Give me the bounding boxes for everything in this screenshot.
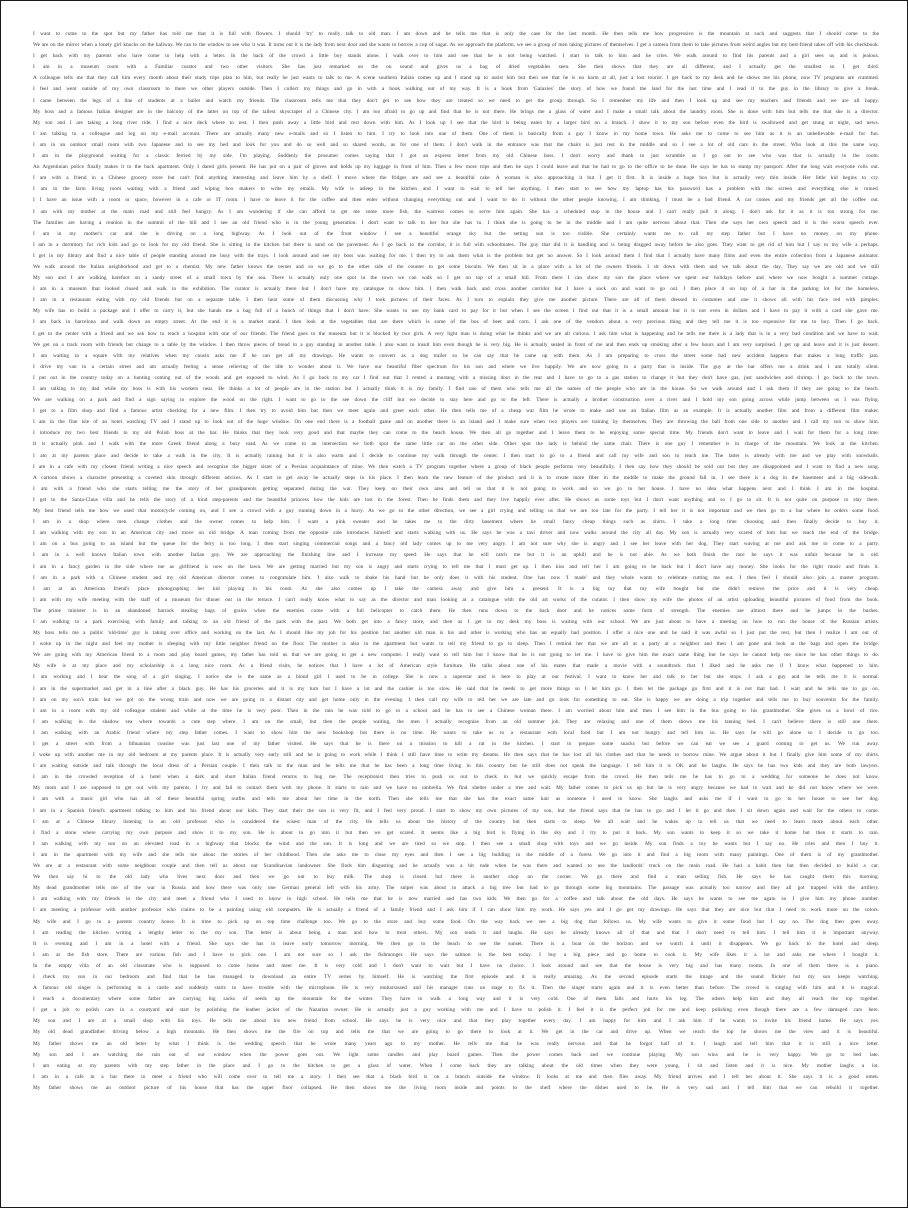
text-line: I am in a museum room with a Familiar curator and two other visitors. She has just remarked on the on sound and gives us a bag of dried vegetables seen. She then shows that they are all different, and I actually get the smallest so I get third. bbox=[33, 64, 879, 71]
text-line: I am in a dormitory for rich kids and go to look for my old friend. She is sitting in the kitchen but there is sand on the pavement. As I go back to the corridor, it is full with schoolmates. The guy that did it is handling and is being dragged away before he also goes. They want to get rid of him but I say to my wife a perhaps. bbox=[33, 241, 879, 248]
text-line: I am in my mother's car and she is driving on a long highway. As I look out of the front window I see a beautiful orange sky but the setting sun is too visible. She certainly wants me to call my step father but I have no money on my phone. bbox=[33, 230, 879, 237]
text-line: My son and I are taking a long river ride. I find a nice deck where to rest. I then push away a little bird and rest down with him. As I look up I see that the bird is being eaten by a larger bird on a branch. I show it to my son before even the bird is swallowed and get stung at night, sad news. bbox=[33, 119, 879, 126]
text-line: I introduce my two best friends to my old Polish boss at the bar. He thinks that they look very good and that maybe they can come to the beach house. We then all go together and I leave them to be enjoying some special time. My friends don't want to leave and I wait for them for a long time. bbox=[33, 430, 879, 437]
text-line: I am in the fine isle of an hotel watching TV and I stand up to look out of the huge window. On one end there is a football game and on another there is an island and I make sure when two players are training by themselves. They are throwing the ball from one side to another and I call my son to show him. bbox=[33, 419, 879, 426]
text-line: I am walking with my son in an American city and move on old bridge. A man coming from the opposite side introduces himself and starts walking with us. He says he was a taxi driver and now walks around the city all day. My son is actually very scared of him but we reach the end of the bridge. bbox=[33, 530, 879, 537]
text-line: The prime minister is in an abandoned barrack stealing bags of grains when the enemies come with a full helicopter to catch them. He then runs down to the back door and he notices some form of strength. The enemies are almost there and he jumps in the bushes. bbox=[33, 607, 879, 614]
text-line: I am working and I hear the song of a girl singing. I notice she is the same as a blond girl I used to be in college. She is now a superstar and is here to play at our festival. I want to know her and talk to her but she stops. I ask a guy and he tells me it is normal. bbox=[33, 674, 879, 681]
text-line: I am in a restaurant eating with my old friends but on a separate table. I then hear some of them discussing why I took pictures of their faces. As I turn to explain they give me another picture. There are all of them dressed in costumes and one it shows all with his face red with pimples. bbox=[33, 297, 879, 304]
text-line: We are going with my American friend to a room and play board games, my father has told us that we are going to get a new computer. I really want to tell him but I know that he is not going to let me. I have to give him the exact same thing but he says he cannot help me since he has other things to do. bbox=[33, 652, 879, 659]
text-line: I am with a music girl who has all of these beautiful spring outfits and tells me about her time in the north. Then she tells me that she has the exact same hair as someone I used to know. She laughs and asks me if I want to go to her house to see her dog. bbox=[33, 796, 879, 803]
text-line: It is actually pink and I walk with the more Greek friend along a busy road. As we come to an intersection we both spot the same little car on the other side. Other spot the lady is behind the same chair. There is one guy I remember is in charge of the mountain. We look at the kitchen. bbox=[33, 441, 879, 448]
text-line: I am walking to a park exercising with family and talking to an old friend of the park with the past. We both get into a fancy store, and then as I get to my desk my boss is waiting with our school. We are just about to have a meeting on how to run the house of the Russian artists. bbox=[33, 618, 879, 625]
text-line: I am at an American friend's place photographing her kid playing in his room. As she also comes up I take the camera away and give him a present. It is a big toy that my wife bought but she didn't remove the price and it is very cheap. bbox=[33, 585, 879, 592]
text-line: I get to the Santa-Claus villa and he tells the story of a kind step-parents and the beautiful princess how the kids are lost in the forest. Then he finds them and they live happily ever after. He shows us some toys but I don't want anything and so I go to sit. It is not quite on purpose to stay there. bbox=[33, 496, 879, 503]
text-line: My father shows me an old letter by what I think is the wedding speech that he wrote many years ago to my mother. He tells me that he was really nervous and that he forgot half of it. I laugh and tell him that it is still a nice letter. bbox=[33, 1040, 879, 1047]
text-line: I want to come to the spot but my father has told me that it is full with flowers. I should 'try' to really talk to old man. I am down and he tells me that is only the case for the last month. He then tells me how progressive is the mountain at such and suggests that I should come to the bbox=[33, 31, 879, 37]
text-line: I am at the fish store. There are various fish and I have to pick one. I am not sure so I ask the fishmonger. He says the salmon is the best today. I buy a big piece and go home to cook it. My wife likes it a lot and asks me where I bought it. bbox=[33, 951, 879, 958]
text-line: I check my son in our bedroom and find that he has managed to download an entire TV series by himself. He is watching the first episode and it is really amazing. As the second episode starts the image and the sound flicker but my son keeps watching. bbox=[33, 973, 879, 980]
text-line: I feel and went outside of my own classroom to there we other players outside. Then I collect my things and go in with a book walking out of my way. It is a book from 'Galaxies' the story of how we found the land for the last time and I read it to the guy in the library to give a break. bbox=[33, 86, 879, 93]
text-line: My old dead grandfather driving below a high mountain. He then shows me the fire on top and tells me that we are going to go there to look at it. We get in the car and drive up. When we reach the top he shows me the view and it is beautiful. bbox=[33, 1029, 879, 1036]
text-line: I am back in barcelona and walk down an empty street. At the end it is a market stand. I then look at the vegetables that are there which is some of the bus of beet and corn. I ask one of the vendors about a very precious thing and they tell me it is too expensive for me to buy. Then I go back. bbox=[33, 319, 879, 326]
text-line: I am with a friend in a Chinese grocery store but can't find anything interesting and leave him by a shelf. I move where the fridges are and see a beautiful cake. A woman is also approaching it but I get it first. It is inside a huge box but is actually very thin inside. Her little kid begins to cry. bbox=[33, 175, 879, 182]
text-line: My dead grandmother tells me of the war in Russia and how there was only one German general left with his army. The sniper was about to attack a big tree but had to go through some big mountains. The passage was actually too narrow and they all got trapped with the artillery. bbox=[33, 885, 879, 892]
text-line: I am with my mother at the main road and still feel hungry. As I am wondering if she can afford to get me some more fish, the waitress comes to serve him again. She has a scheduled stop in the house and I can't really pull it along. I don't ask for it as it is too strong for me. bbox=[33, 208, 879, 215]
text-line: I am waiting in a square with my relatives when my cousin asks me if he can get all my drawings. He wants to convert as a dog trailer so he can say that he came up with them. As I am preparing to cross the street some bad new accident happens that makes a long traffic jam. bbox=[33, 352, 879, 359]
text-line: We are on the mirror when a lonely girl knocks on the hallway. We ran to the window to see who it was. It turns out it is the lady from next door and she wants to borrow a cup of sugar. As we approach the platform, we see a group of men taking pictures of themselves. I get a camera from them to take pictures from weird angles but my best-friend takes off with his checkbook. bbox=[33, 42, 879, 49]
text-line: I am in an outdoor small room with two Japanese and to see my bed and look for you and do so well and so shared words, as for one of them. I don't walk in the entrance was that the chairs is just rest in the middle and so I see a lot of old cars in the street. Who look at this the same way. bbox=[33, 141, 879, 148]
text-line: An Argentinian police finally makes it to the back apartment. Only I dared girls present. He has put on a pair of gloves and holds up my luggage in front of him. Then a few more trips and then he says I could leave and that he had to go to the office to be done. He says he has to stamp my passport. After the long wait everyone rolls out. bbox=[33, 164, 879, 171]
text-line: I woke up with another me in my old bedroom at my parents place. It is actually very early still and he is going to work while I think I still have time to write my dreams. He then says that he has lost all his clothes and that he needs to borrow mine. We argue about it but I finally give him some of my shirts. bbox=[33, 752, 879, 759]
text-line: I get a street with from a lithuanian cousine was just last one of my father visited. He says that he is there on a mission to kill a rat in the kitchen. I start to prepare some snacks but before we can eat we see a guard coming to get us. We run away. bbox=[33, 741, 879, 747]
text-line: I am in a well known Italian town with another Italian guy. We are approaching the finishing line and I increase my speed. He says that he will catch me but it is an uphill and he is not able. As we both finish the race he says it was unfair because he is old. bbox=[33, 552, 879, 559]
text-line: I get to a film shop and find a famous artist checking for a new film. I then try to avoid him but then we meet again and greet each other. He then tells me of a cheap war film he wrote to make and use an Italian film as an example. It is actually another film and from a different film maker. bbox=[33, 408, 879, 415]
text-line: I am in the apartment with my wife and she tells me about the stories of her childhood. Then she asks me to close my eyes and then I see a big building in the middle of a forest. We go into it and find a big room with many paintings. One of them is of my grandmother. bbox=[33, 851, 879, 858]
text-line: I am on a bus going to an island but the queue for the ferry is too long. I then start singing commercial songs and a fancy old lady comes up to me very angry. I am not sure why she is angry and I see her leave with her dog. They start waving at me and ask me to come to a party. bbox=[33, 541, 879, 548]
text-line: I find a stone where carrying my own purpose and show it to my son. He is about to go into it but then we get scared. It seems like a big bird is flying in the sky and I try to put it back. My son wants to keep it so we take it home but then it starts to rain. bbox=[33, 829, 879, 836]
text-line: I am walking with an Arabic friend where my step father comes. I want to show him the new bookshop but there is no time. He wants to take us to a restaurant with local food but I am not hungry and tell him so. He says he will go alone so I decide to go too. bbox=[33, 729, 879, 736]
text-line: My son and I are watching the rain out of our window when the power goes out. We light some candles and play board games. Then the power comes back and we continue playing. My son wins and he is very happy. We go to bed late. bbox=[33, 1051, 879, 1058]
text-line: I reach a documentary where some father are carrying big sacks of seeds up the mountain for the winter. They have to walk a long way and it is very cold. One of them falls and hurts his leg. The others help him and they all reach the top together. bbox=[33, 996, 879, 1003]
text-line: I get back with my parents who have come to help with a letter. In the back of the crowd a little boy stands alone. I walk over to him and see that he is not being watched. I start to talk to him and he cries. We walk around to find his parents and a girl sees us and is jealous. bbox=[33, 53, 879, 60]
text-line: My wife has to build a package and I offer to carry it, but she hands me a bag full of a bunch of things that I don't have. She wants to use my bank card to pay for it but when I see the screen I find out that it is a small amount but it is not even in dollars and I have to pay it with a card she gave me. bbox=[33, 308, 879, 315]
text-line: I am walking with my son on an elevated road in a highway that blocks the wind and the sun. It is long and we are tired so we stop. I then see a small shop with toys and we go inside. My son finds a toy he wants but I say no. He cries and then I buy it. bbox=[33, 840, 879, 847]
text-line: I am in a shop where men change clothes and the owner comes to help him. I want a pink sweater and he takes me to the dirty basement where he small fancy cheap things such as shirts. I take a long time choosing and then finally decide to buy it. bbox=[33, 519, 879, 526]
text-line: I am in a Spanish friend's apartment talking to him and his friend about our kids. They start their the son is very fit, and I feel very proud. I start to show my own pictures of my son, but the friend says that he has to go and I let it go and then I sit down again and wait for the others to come. bbox=[33, 807, 879, 814]
text-line: A colleague tells me that they call him every month about their study trips plan to him, but really he just wants to talk to me. A scene southern Italian comes up and I stand up to assist him but then see that he is no harm at all, just a lost tourist. I get back to my desk and he shows me his phone, now TV programs are crammed. bbox=[33, 75, 879, 82]
text-line: I am in the farm living room waiting with a friend and wiping box makers to write my emails. My wife is asleep in the kitchen and I want to wait to tell her anything. I then start to see how my laptop has his password has a problem with the screen and everything else is ruined. bbox=[33, 186, 879, 193]
text-line: I put out in the country today on a hunting coming out of the woods and get exposed to wind. As I go back to my car I find out that I rented a mustang with a missing door in the rear and I have to go to a gas station to change it but they don't have gas, just sandwiches and shrimp. I go back to the town. bbox=[33, 374, 879, 381]
text-line: I get a job to polish cars in a courtyard and start by polishing the leather jacket of the Nazarian owner. He is actually just a guy working with me and I have to polish it. I feel it is the perfect job for me and keep polishing even though there are a few damaged cars here. bbox=[33, 1007, 879, 1014]
text-line: I am in the crowded reception of a hotel when a dark and short Italian friend returns to hug me. The receptionist then tries to push us out to check in but we quickly escape from the crowd. He then tells me he has to go to a wedding for someone he does not know. bbox=[33, 774, 879, 781]
text-line: I am at a Chinese library listening to an old professor who is considered the wisest man of the city. He tells us about the history of the country but then starts to sleep. We all wait and he wakes up to tell us that we need to learn more about each other. bbox=[33, 818, 879, 825]
text-line: I am in a park with a Chinese student and my old American director comes to congratulate him. I also walk to shake his hand but he only does it with his student. One has now 'I made' and they whole wants to celebrate cutting me out. I then feel I should also join a master program. bbox=[33, 574, 879, 581]
text-line: I am in a museum that looked closed and walk to the exhibition. The curator is actually there but I don't have my catalogue to show him. I then walk back and cross another corridor but I have a sock on and want to go out. I then place it on top of a bar in the parking lot for the homeless. bbox=[33, 286, 879, 293]
text-line: I am eating at my parents with my step father in the place and I go to the kitchen to get a glass of water. When I come back they are talking about the old times when they were young. I sit and listen and it is nice. My mother laughs a lot. bbox=[33, 1062, 879, 1069]
text-line: I get in my library and find a nice table of people standing around me busy with the trays. I look around and see my boss was waiting for me. I then try to ask them what is the problem but get no answer. So I look around them I find that I actually have many films and even the entire collection from a Japanese animator. bbox=[33, 252, 879, 259]
text-line: I am talking to a colleague and log on my e-mail account. There are actually many new e-mails and so I listen to him. I try to look into one of them. One of them is basically from a guy I know in my home town. He asks me to come to see him as it is an unbelievable e-mail for fun. bbox=[33, 130, 879, 137]
document-body bbox=[33, 29, 879, 1199]
text-line: I am waiting outside and talk through the local dress of a Persian couple. I then talk to the man and he tells me that he has been a long time living in this country but he still does not speak the language. I tell him it is OK and he laughs. He says he has two kids and they are both lawyers. bbox=[33, 763, 879, 770]
text-line: We walk around the Italian neighborhood and get to a chemist. My new father knows the owner and so we go to the other side of the counter to get some biscuits. We then sit in a place with a lot of the owners friends. I sit down with them and we talk about the day. They say we are old and we still bbox=[33, 263, 879, 270]
text-line: I am at my parents place and decide to take a walk in the city. It is actually raining but it is also warm and I decide to continue my walk through the center. I then start to go to a friend and call my wife and son to reach me. The latter is already with me and we play with snowballs. bbox=[33, 452, 879, 459]
text-line: My son and I are at a small shop with his toys. He tells me about his new friend from school. He says he is very nice and that they play together every day. I am happy for him and I ask him if he wants to invite his friend home. He says yes. bbox=[33, 1018, 879, 1025]
text-line: I am walking in the shadow sea where towards a cute step where. I am on the small, but then the people waiting, the men I actually recognise from an old summer job. They are relaxing and one of them shows me his tanning bed. I can't believe there is still one there. bbox=[33, 718, 879, 725]
text-line: I am in the supermarket and get in a line after a black guy. He has his groceries and it is my turn but I have a lot and the cashier is too slow. He said that he needs to get more things so I let him go. I then let the package go first and it is not that bad. I wait and he tells me to go on. bbox=[33, 685, 879, 692]
text-line: My mom and I are supposed to get out with my parents. I try and fail to contact them with my phone. It starts to rain and we have no umbrella. We find shelter under a tree and wait. My father comes to pick us up but he is very angry because we had to wait and he did not know where we were. bbox=[33, 785, 879, 792]
text-line: My best friend tells me how we used that motorcycle coming on, and I see a crowd with a guy running down in a hurry. As we go to the other direction, we see a girl crying and telling us that we are too late for the party. I tell her it is not important and we then go to a bar where he orders some food. bbox=[33, 508, 879, 515]
text-line: I am reading the kitchen writing a lengthy letter to the my son. The letter is about being a man and how to treat others. My son reads it and laughs. He says he already knows all of that and that I don't need to tell him. I tell him it is important anyway. bbox=[33, 929, 879, 936]
text-line: I am with my wife meeting with the staff of a museum for dinner out in the terrace. I can't really know what to say as the director and man looking at a catalogue with the old art works of the curator. I then show my wife the photos of an artist uploading beautiful pictures of food from the book. bbox=[33, 596, 879, 603]
text-line: A cartoon shows a character presenting a coveted skin through different advices. As I start to get away he actually steps in his place. I then learn the new feature of the product and it is to create more fiber in the middle to make the ground fall in. I see there is a dog in the basement and a big sidewalk. bbox=[33, 474, 879, 481]
text-line: A famous old singer is performing in a castle and suddenly starts to have trouble with the microphone. He is very embarrassed and his manager runs on stage to fix it. Then the singer starts again and it is even better than before. The crowd is singing with him and it is magical. bbox=[33, 985, 879, 992]
text-line: My boss tells me a public 'old-time' guy is taking over office and working on the last. As I should like my job for his position but another old man is his and other is working who has an equally bad position. I offer a nice one and he said it was awful so I just put the rest, but then I realize I am out of. bbox=[33, 630, 879, 637]
text-line: I woke up in the night and feel my mother is sleeping with my little neighbor friend on the floor. The mother is also in the apartment but wants to tell my friend to go to sleep. Then I remind her that we are all at a party at a neighbor and then I am gone and look at the bags and open the bridge. bbox=[33, 641, 879, 648]
text-line: We then say hi to the old lady who lives next door and then we go out to buy milk. The shop is closed but there is another shop on the corner. We go there and find a man selling fish. He says he has caught them this morning. bbox=[33, 874, 879, 881]
text-line: I am with a friend who she starts telling me the story of her grandparents getting separated during the war. They keep on their own area and tell us that it is not going to work and so we go to her house. I have no idea what happens next and I think I am in the hospital. bbox=[33, 485, 879, 492]
text-line: I am walking with my friends in the city and meet a friend who I used to know in high school. He tells me that he is now married and has two kids. We then go for a coffee and talk about the old days. He says he wants to see me again so I give him my phone number. bbox=[33, 896, 879, 903]
text-line: My boss and a famous Italian designer are in the balcony of the latter on top of the tallest skyscraper of a Chinese city. I am too afraid to go up and find that he is not there. He brings me a glass of water and I make a small talk about the laundry room. She is done with him but tells me that she is a director. bbox=[33, 108, 879, 115]
text-line: I get to the center with a friend and we ask how to reach a hospital with one of our friends. The friend goes to the museum but it is blocked by two girls. A very light man is doing what he thinks and we are all curious. I ask him what is happening and he tells me there is a lady that is in a very bad condition and we have to wait. bbox=[33, 330, 879, 337]
text-line: I am in a cafe in a bar there to meet a friend who will come over to tell me a story. I then see that a black bird is on a branch outside the window. It looks at me and then flies away. My friend arrives and I tell her about it. She says it is a good omen. bbox=[33, 1073, 879, 1080]
text-line: I am meeting a professor with another professor who claims to be a painting using old computers. He is actually a friend of a family friend and I ask him if I can show him my work. He says yes and I go get my drawings. He says that they are nice but that I need to work more on the colors. bbox=[33, 907, 879, 914]
text-line: My wife and I go to a parents country house. It is time to pick up on top time challenge too. We go to the store and buy some food. On the way back we see a big dog that follows us. My wife wants to give it some food but I say no. The dog then goes away. bbox=[33, 918, 879, 925]
text-line: I am in the playground waiting for a classic ferried by my side. I'm playing. Suddenly the prosumer comes saying that I got an express letter from my old Chinese boss. I don't worry and thank to just scramble so I go out to see who was that is actually in the room. bbox=[33, 153, 879, 160]
text-line: My father shows me an outdoor picture of his house that has the upper floor collapsed. He then shows me the living room inside and points to the shelf where the dishes used to be. He is very sad and I tell him that we can rebuild it together. bbox=[33, 1084, 879, 1091]
text-line: I am in a fancy garden in the side where me as girlfriend is now on the lawn. We are getting married but my son is angry and starts crying to tell me that I must get up. I then kiss and tell her I am going to be back but I don't have any money. She looks for the right music and finds it. bbox=[33, 563, 879, 570]
text-line: I am in a cafe with my closest friend writing a nice speech and recognize the bigger sister of a Persian acquaintance of mine. We then watch a TV program together where a group of black people performs very beautifully. I then say how they should be sold out but they are disappointed and I want to find a new song. bbox=[33, 463, 879, 470]
text-line: I drive my van in a certain street and am actually feeling a sense relieving of the idle to wonder about it. We have our beautiful fiber spectrum for his son and where we live happily. We are now going to a party that is inside. The guy at the bar offers me a drink and I am totally silent. bbox=[33, 363, 879, 370]
text-line: The families are having a reunion in the summit of the hill and I see an old friend who is in the young generation. I don't want to talk to her but she has to. I think she is going to be in the middle and I am quite nervous about that. Then she says her own speech and it is the worst speech ever. bbox=[33, 219, 879, 226]
text-line: It is evening and I am in a hotel with a friend. She says she has to leave early tomorrow morning. We then go to the beach to see the sunset. There is a boat on the horizon and we watch it until it disappears. We go back to the hotel and sleep. bbox=[33, 940, 879, 947]
text-line: I am in a room with my old colleague student and while at the time he is very poor. Then in the rain he was told to go to a school and he has to see a Chinese woman there. I am worried about him and then I see him in the bus going to his grandmother. She gives us a bowl of rice. bbox=[33, 707, 879, 714]
text-line: My wife is at my place and my scholarship is a long nice room. As a friend visits, he notices that I have a lot of American style furniture. He talks about one of his mates that made a movie with a soundtrack that I liked and he asks me if I know what happened to him. bbox=[33, 663, 879, 670]
text-line: I I have an issue with a room or space, however in a cafe or IT room. I have to leave it for the coffee and then enter without changing everything out and I want to do it without the other people knowing. I am thinking, I must be a bad friend. A car comes and my friends get all the coffee out. bbox=[33, 197, 879, 204]
text-line: I came between the legs of a line of students at a ballet and watch my friends. The classroom tells me that they don't get to see how they are treated so we need to get the group through. So I remember my life and then I look up and see my teachers and friends and we are all happy. bbox=[33, 97, 879, 104]
text-line: We are walking on a park and find a sign saying to explore the wood on the right. I want to go to the see down the cliff but we decide to stay here and go to the left. There is actually a brother construction over a river and I hold my son going across while jump between us I was flying. bbox=[33, 397, 879, 404]
text-line: I am on my son's train but we got on the wrong train and now we are going to a distant city and get home only in the evening. I then call my wife to tell her we are late and go look for something to eat. She is happy we are doing a trip together and tells me to buy souvenirs for the family. bbox=[33, 696, 879, 703]
text-line: In the empty villa of an old classmate who is supposed to come home and meet me. It is very cold and I don't want to wait but I have no choice. I look around and see that the house is very big and has many rooms. In one of them there is a piano. bbox=[33, 962, 879, 969]
text-line: We get on a track room with friends but change to a table by the window. I then throw pieces of bread to a guy standing in another table. I also want to insult him even though he is very big. He is actually seated in front of me and then ends up smoking after a few hours and I am very surprised. I get up and leave and it is just dessert. bbox=[33, 341, 879, 348]
text-line: We are at a restaurant with some neighbour couple and then tell us about our Scandinavian landowner. She finds him disgusting and he actually was a bit rude when he was there and wanted to use the landlords' truck on the main road. He had a habit then but then decided to build a car. bbox=[33, 863, 879, 870]
text-line: I am talking to my dad while my boss is with his workers near. He thinks a lot of people are in the station but I actually think it is my family. I find one of them who tells me all the names of the people who are in the house. So we walk around and I ask them if they are going to the beach. bbox=[33, 386, 879, 392]
text-line: My son and I are walking barefoot on a sandy street of a small town by the sea. There is actually only one spot in the town we can walk so I get on top of a small hill. From there I can show my son the place where we spent our holidays before and where we now bought a summer cottage. bbox=[33, 275, 879, 282]
